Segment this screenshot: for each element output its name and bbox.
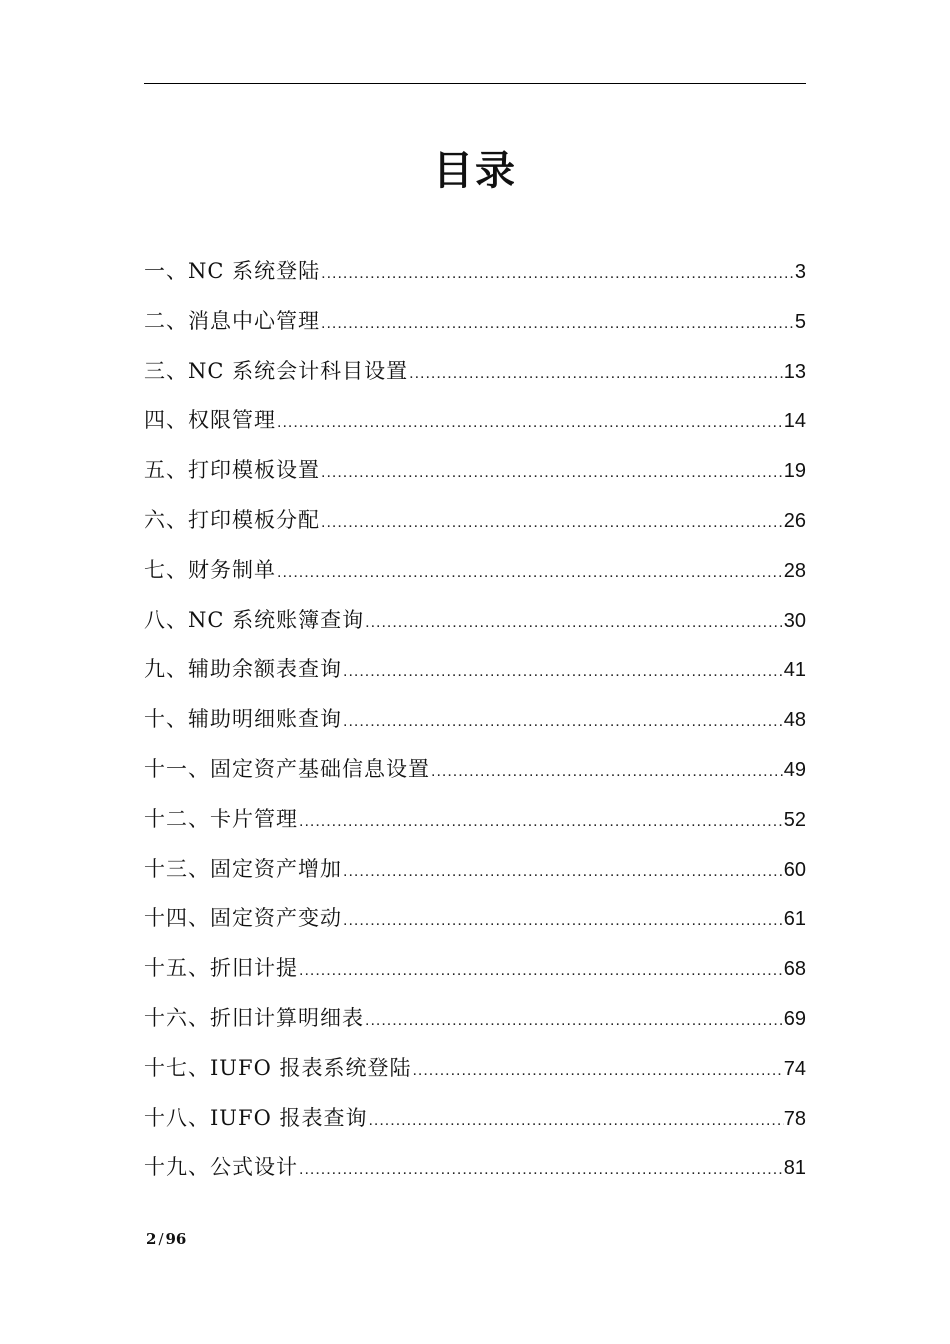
toc-dot-leader [276, 548, 784, 598]
toc-dot-leader [411, 1046, 783, 1096]
toc-entry-page: 68 [783, 958, 806, 981]
toc-dot-leader [320, 249, 795, 299]
toc-entry-page: 13 [783, 360, 806, 383]
toc-entry-page: 19 [783, 460, 806, 483]
toc-entry-page: 78 [783, 1107, 806, 1130]
toc-entry[interactable] [144, 645, 806, 695]
page-number [146, 1228, 186, 1250]
toc-entry-label: 六、打印模板分配 [144, 507, 320, 532]
toc-dot-leader [367, 1096, 783, 1146]
toc-entry[interactable] [144, 695, 806, 745]
toc-entry[interactable] [144, 546, 806, 596]
toc-entry-label: 九、辅助余额表查询 [144, 657, 342, 682]
toc-entry[interactable] [144, 994, 806, 1044]
toc-dot-leader [342, 647, 784, 697]
toc-dot-leader [320, 299, 795, 349]
page-number-separator: / [158, 1230, 164, 1248]
toc-entry-page: 3 [794, 261, 806, 283]
toc-dot-leader [342, 697, 784, 747]
toc-entry-label: 十、辅助明细账查询 [144, 707, 342, 732]
toc-dot-leader [408, 349, 784, 399]
toc-entry-page: 41 [783, 659, 806, 682]
header-rule [144, 83, 806, 84]
toc-dot-leader [276, 398, 784, 448]
toc-entry[interactable] [144, 596, 806, 646]
toc-dot-leader [342, 847, 784, 897]
toc-dot-leader [364, 996, 784, 1046]
toc-entry-page: 52 [783, 808, 806, 831]
toc-entry-page: 60 [783, 858, 806, 881]
toc-entry[interactable] [144, 446, 806, 496]
toc-entry-label: 五、打印模板设置 [144, 458, 320, 483]
toc-entry-label: 十六、折旧计算明细表 [144, 1005, 364, 1030]
toc-entry[interactable] [144, 795, 806, 845]
toc-entry[interactable] [144, 845, 806, 895]
toc-dot-leader [364, 598, 784, 648]
toc-entry-label: 十一、固定资产基础信息设置 [144, 756, 430, 781]
toc-entry-label: 一、NC 系统登陆 [144, 259, 321, 283]
toc-entry-label: 八、NC 系统账簿查询 [144, 607, 365, 632]
toc-entry-page: 26 [783, 509, 806, 532]
toc-entry-label: 十九、公式设计 [144, 1155, 298, 1180]
toc-entry-page: 48 [783, 709, 806, 732]
toc-entry-page: 28 [783, 559, 806, 582]
toc-entry-label: 七、财务制单 [144, 557, 276, 582]
toc-entry[interactable] [144, 496, 806, 546]
toc-entry[interactable] [144, 247, 806, 297]
toc-dot-leader [298, 797, 784, 847]
total-page-count: 96 [165, 1230, 187, 1248]
toc-entry[interactable] [144, 297, 806, 347]
toc-dot-leader [320, 448, 784, 498]
toc-entry[interactable] [144, 1094, 806, 1144]
toc-entry-page: 30 [783, 609, 806, 632]
toc-entry-page: 69 [783, 1007, 806, 1030]
toc-dot-leader [342, 896, 784, 946]
toc-entry-label: 三、NC 系统会计科目设置 [144, 358, 409, 383]
toc-entry-page: 49 [783, 758, 806, 781]
toc-entry-label: 十四、固定资产变动 [144, 906, 342, 931]
toc-entry-page: 81 [783, 1157, 806, 1180]
toc-dot-leader [298, 946, 784, 996]
toc-entry-label: 十八、IUFO 报表查询 [144, 1105, 368, 1130]
toc-entry[interactable] [144, 745, 806, 795]
page-title: 目录 [433, 147, 517, 194]
toc-entry-label: 十七、IUFO 报表系统登陆 [144, 1055, 412, 1080]
toc-dot-leader [430, 747, 784, 797]
toc-entry[interactable] [144, 1143, 806, 1193]
toc-entry[interactable] [144, 347, 806, 397]
toc-entry-label: 十五、折旧计提 [144, 956, 298, 981]
current-page-number: 2 [146, 1230, 157, 1248]
toc-entry-page: 74 [783, 1057, 806, 1080]
toc-dot-leader [320, 498, 784, 548]
toc-entry-label: 十二、卡片管理 [144, 806, 298, 831]
toc-entry-label: 二、消息中心管理 [144, 308, 320, 333]
toc-entry-label: 四、权限管理 [144, 408, 276, 433]
toc-entry-page: 5 [794, 310, 806, 333]
toc-entry[interactable] [144, 944, 806, 994]
toc-entry-label: 十三、固定资产增加 [144, 856, 342, 881]
toc-entry-page: 61 [783, 908, 806, 931]
toc-entry[interactable] [144, 1044, 806, 1094]
toc-dot-leader [298, 1145, 784, 1195]
table-of-contents [144, 247, 806, 1193]
toc-entry-page: 14 [783, 410, 806, 433]
toc-entry[interactable] [144, 894, 806, 944]
toc-entry[interactable] [144, 396, 806, 446]
